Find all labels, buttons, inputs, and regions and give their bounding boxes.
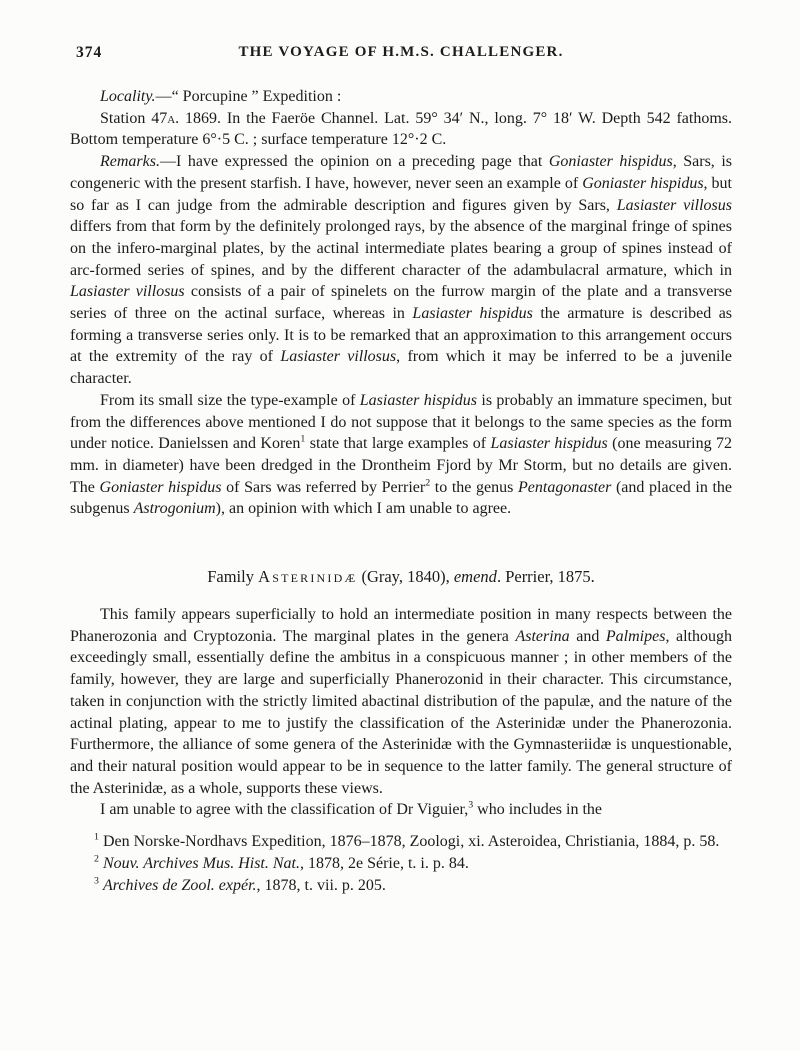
paragraph-type-example: From its small size the type-example of Lasiaster hispidus is probably an immature specimen, but from the differences above mentioned I do not suppose that it belongs to the same species as the form under notice. Danielssen and Koren$^1$ state that large examples of Lasiaster hispidus (one measuring 72 mm. in diameter) have been dredged in the Drontheim Fjord by Mr Storm, but no details are given. The Goniaster hispidus of Sars was referred by Perrier$^2$ to the genus Pentagonaster (and placed in the subgenus Astrogonium), an opinion with which I am unable to agree. xyxy=(70,391,733,518)
paragraph-family-description: This family appears superficially to hold an intermediate position in many respects between the Phanerozonia and Cryptozonia. The marginal plates in the genera Asterina and Palmipes, although exceedingly small, essentially define the ambitus in a conspicuous manner ; in other members of the family, however, they are large and superficially Phanerozonid in their character. This circumstance, taken in conjunction with the strictly limited abactinal distribution of the papulæ, and the nature of the actinal plating, appear to me to justify the classification of the Asterinidæ under the Phanerozonia. Furthermore, the alliance of some genera of the Asterinidæ with the Gymnasteriidæ is unquestionable, and their natural position would appear to be in sequence to the latter family. The general structure of the Asterinidæ, as a whole, supports these views. xyxy=(70,606,732,797)
footnote-2: $^2$ Nouv. Archives Mus. Hist. Nat., 1878, 2e Série, t. i. p. 84. xyxy=(94,853,469,872)
paragraph-remarks: Remarks.—I have expressed the opinion on a preceding page that Goniaster hispidus, Sars, is congeneric with the present starfish. I have, however, never seen an example of Goniaster hispidus, but so far as I can judge from the admirable description and figures given by Sars, Lasiaster villosus differs from that form by the definitely prolonged rays, by the absence of the marginal fringe of spines on the infero-marginal plates, by the actinal intermediate plates bearing a group of spines instead of arc-formed series of spines, and by the different character of the adambulacral armature, which in Lasiaster villosus consists of a pair of spinelets on the furrow margin of the plate and a transverse series of three on the actinal surface, whereas in Lasiaster hispidus the armature is described as forming a transverse series only. It is to be remarked that an approximation to this arrangement occurs at the extremity of the ray of Lasiaster villosus, from which it may be inferred to be a juvenile character. xyxy=(70,153,733,388)
footnotes xyxy=(70,831,732,896)
footnote-1: $^1$ Den Norske-Nordhavs Expedition, 1876–1878, Zoologi, xi. Asteroidea, Christiania, 1884, p. 58. xyxy=(94,831,720,851)
family-section-heading: Family Asterinidæ (Gray, 1840), emend. Perrier, 1875. xyxy=(207,567,595,587)
paragraph-locality: Locality.—“ Porcupine ” Expedition : xyxy=(100,88,342,105)
paragraph-station: Station 47a. 1869. In the Faeröe Channel. Lat. 59° 34′ N., long. 7° 18′ W. Depth 542 fathoms. Bottom temperature 6°·5 C. ; surface temperature 12°·2 C. xyxy=(70,109,732,149)
paragraph-viguier: I am unable to agree with the classification of Dr Viguier,$^3$ who includes in the xyxy=(100,800,603,819)
running-title: THE VOYAGE OF H.M.S. CHALLENGER. xyxy=(238,44,564,60)
footnote-3: $^3$ Archives de Zool. expér., 1878, t. vii. p. 205. xyxy=(94,875,386,894)
page-header xyxy=(70,44,732,64)
page-number: 374 xyxy=(76,44,103,61)
text-block xyxy=(70,0,732,896)
